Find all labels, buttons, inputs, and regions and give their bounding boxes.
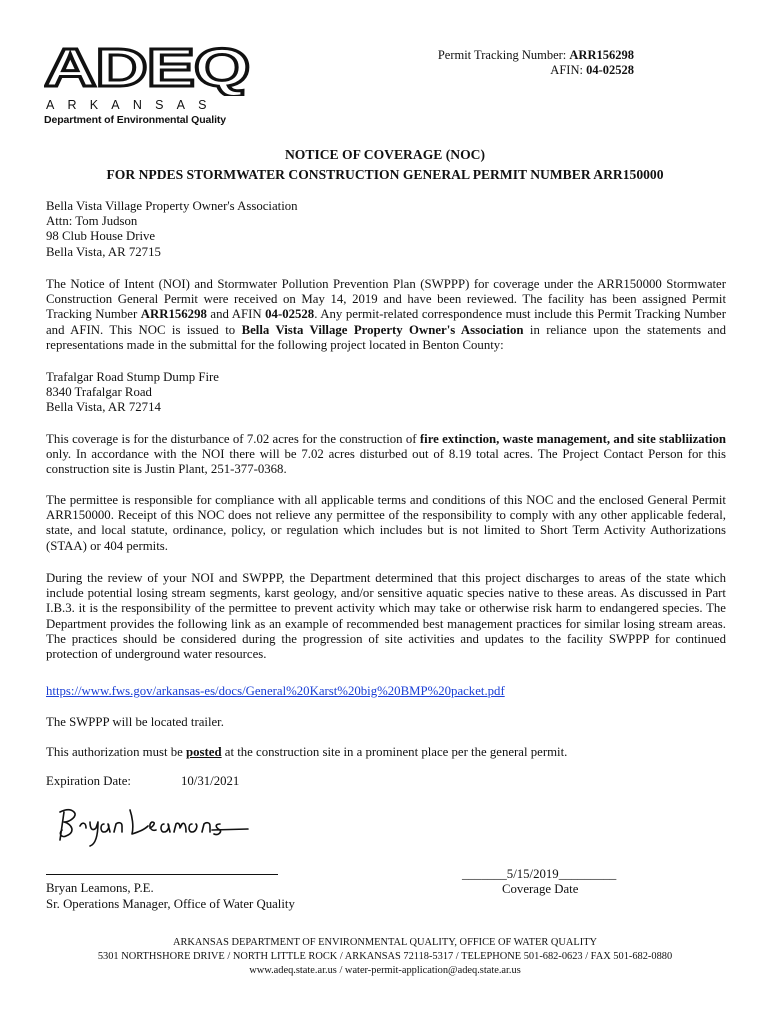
recipient-address xyxy=(46,199,298,260)
tracking-value: ARR156298 xyxy=(569,48,634,62)
p1-text-1: The Notice of Intent (NOI) and Stormwater Pollution Prevention Plan (SWPPP) for coverage under the ARR150000 Stormwater Construction General Permit were received on May 14, 2019 and have been reviewed. The facility has been assigned Permit Tracking Number xyxy=(46,277,726,322)
recipient-street: 98 Club House Drive xyxy=(46,229,156,244)
signer-name: Bryan Leamons, P.E. xyxy=(46,881,154,895)
recipient-city: Bella Vista, AR 72715 xyxy=(46,244,161,259)
afin-label: AFIN: xyxy=(550,63,583,77)
p2-construction-purpose: fire extinction, waste management, and site stabliization xyxy=(419,432,726,446)
logo-department: Department of Environmental Quality xyxy=(44,114,227,126)
coverage-date-label: Coverage Date xyxy=(502,882,579,896)
project-address xyxy=(46,370,219,416)
authorization-notice xyxy=(46,745,567,760)
swppp-location: The SWPPP will be located trailer. xyxy=(46,715,224,729)
recipient-name: Bella Vista Village Property Owner's Association xyxy=(46,199,298,213)
bmp-link-line xyxy=(46,684,505,699)
document-title: NOTICE OF COVERAGE (NOC) xyxy=(284,147,485,162)
tracking-number-line xyxy=(438,48,634,63)
signer-title: Sr. Operations Manager, Office of Water Quality xyxy=(46,897,295,911)
footer-agency: ARKANSAS DEPARTMENT OF ENVIRONMENTAL QUALITY, OFFICE OF WATER QUALITY xyxy=(172,937,598,948)
project-name: Trafalgar Road Stump Dump Fire xyxy=(46,370,219,384)
adeq-logo xyxy=(44,40,254,126)
p1-afin: 04-02528 xyxy=(265,307,315,322)
signature-line xyxy=(46,874,278,875)
document-subtitle: FOR NPDES STORMWATER CONSTRUCTION GENERAL PERMIT NUMBER ARR150000 xyxy=(106,167,664,182)
logo-state-name: ARKANSAS xyxy=(46,98,220,112)
afin-line xyxy=(438,63,634,78)
p1-tracking-number: ARR156298 xyxy=(140,307,207,322)
tracking-label: Permit Tracking Number: xyxy=(437,48,567,62)
project-city: Bella Vista, AR 72714 xyxy=(46,400,161,415)
handwritten-signature xyxy=(52,800,252,850)
logo-wordmark: ADEQ xyxy=(44,40,249,96)
paragraph-compliance: The permittee is responsible for compliance with all applicable terms and conditions of this NOC and the enclosed General Permit ARR150000. Receipt of this NOC does not relieve any permittee of the responsibility to comply with any other applicable federal, state, and local statute, ordinance, policy, or regulation which includes but is not limited to Short Term Activity Authorizations (STAA) or 404 permits. xyxy=(46,493,726,553)
paragraph-coverage-notice xyxy=(46,277,726,353)
adeq-logo-mark xyxy=(44,40,254,96)
footer-contact: www.adeq.state.ar.us / water-permit-application@adeq.state.ar.us xyxy=(249,965,521,976)
footer-address: 5301 NORTHSHORE DRIVE / NORTH LITTLE ROCK / ARKANSAS 72118-5317 / TELEPHONE 501-682-0623 / FAX 501-682-0880 xyxy=(97,951,673,962)
paragraph-disturbance xyxy=(46,432,726,478)
coverage-date: _______5/15/2019_________ xyxy=(462,867,617,881)
p2-text-1: This coverage is for the disturbance of 7.02 acres for the construction of xyxy=(46,432,420,446)
auth-text-2: at the construction site in a prominent place per the general permit. xyxy=(221,745,568,759)
p1-text-2: and AFIN xyxy=(206,307,266,322)
project-street: 8340 Trafalgar Road xyxy=(46,385,152,400)
auth-posted: posted xyxy=(186,745,222,759)
p1-permittee: Bella Vista Village Property Owner's Association xyxy=(241,322,524,337)
tracking-block xyxy=(438,48,634,78)
p1-text-3: . Any permit-related correspondence must include this Permit Tracking Number and AFIN. This NOC is issued to xyxy=(46,307,727,337)
expiration-label: Expiration Date: xyxy=(46,774,131,788)
p1-text-4: in reliance upon the statements and representations made in the submittal for the following project located in Benton County: xyxy=(46,322,726,352)
recipient-attn: Attn: Tom Judson xyxy=(46,214,138,229)
afin-value: 04-02528 xyxy=(586,63,634,77)
paragraph-review: During the review of your NOI and SWPPP, the Department determined that this project discharges to areas of the state which include potential losing stream segments, karst geology, and/or sensitive aquatic species native to these areas. As discussed in Part I.B.3. it is the responsibility of the permittee to prevent activity which may take or otherwise risk harm to endangered species. The Department provides the following link as an example of recommended best management practices for similar losing stream areas. The practices should be considered during the progression of site activities and updates to the facility SWPPP for continued protection of underground water resources. xyxy=(46,571,726,662)
bmp-packet-link[interactable]: https://www.fws.gov/arkansas-es/docs/General%20Karst%20big%20BMP%20packet.pdf xyxy=(46,684,505,698)
auth-text-1: This authorization must be xyxy=(46,745,187,759)
expiration-date: 10/31/2021 xyxy=(181,774,240,788)
p2-text-2: only. In accordance with the NOI there will be 7.02 acres disturbed out of 8.19 total acres. The Project Contact Person for this construction site is Justin Plant, 251-377-0368. xyxy=(46,447,726,477)
